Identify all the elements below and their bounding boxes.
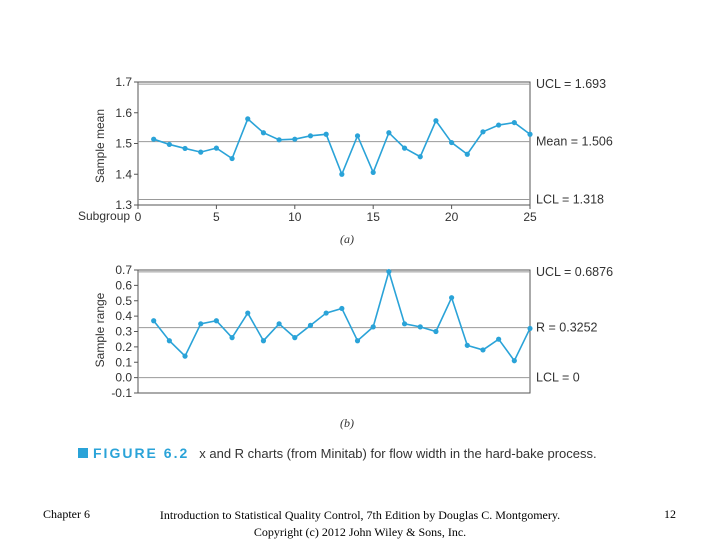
range-chart (93, 263, 613, 430)
range-data-point (167, 338, 172, 343)
xbar-xtick-label: 10 (288, 210, 302, 224)
xbar-data-point (182, 146, 187, 151)
xbar-chart (78, 75, 613, 246)
range-data-point (151, 318, 156, 323)
xbar-ylabel: Sample mean (93, 108, 107, 184)
range-data-point (198, 321, 203, 326)
range-data-point (214, 318, 219, 323)
xbar-data-point (449, 140, 454, 145)
xbar-data-point (496, 122, 501, 127)
range-panel-label: (b) (340, 416, 354, 430)
range-ylabel: Sample range (93, 292, 107, 368)
xbar-ytick-label: 1.3 (115, 198, 132, 212)
xbar-data-point (214, 146, 219, 151)
xbar-data-point (402, 146, 407, 151)
range-ytick-label: -0.1 (111, 386, 132, 400)
xbar-lcl-label: LCL = 1.318 (536, 192, 604, 207)
xbar-panel-label: (a) (340, 232, 354, 246)
range-data-point (465, 343, 470, 348)
range-data-point (527, 326, 532, 331)
footer-citation-line1: Introduction to Statistical Quality Control, 7th Edition by Douglas C. Montgomery. (159, 508, 561, 522)
figure-label: FIGURE 6.2 (93, 445, 190, 461)
range-data-point (512, 358, 517, 363)
xbar-ytick-label: 1.7 (115, 75, 132, 89)
xbar-data-point (465, 152, 470, 157)
range-ytick-label: 0.2 (115, 339, 132, 354)
range-data-point (480, 347, 485, 352)
xbar-xtick-label: 0 (134, 210, 142, 224)
xbar-xtick-label: 15 (366, 210, 380, 224)
range-ytick-label: 0.0 (115, 370, 132, 385)
range-data-point (433, 329, 438, 334)
xbar-ucl-label: UCL = 1.693 (536, 77, 607, 92)
range-data-point (182, 354, 187, 359)
xbar-data-point (198, 150, 203, 155)
xbar-ytick-label: 1.6 (115, 105, 132, 120)
figure-caption (78, 445, 598, 462)
xbar-ytick-label: 1.5 (115, 136, 132, 151)
xbar-data-point (324, 132, 329, 137)
caption-square-icon (78, 448, 88, 458)
xbar-xtick-label: 20 (444, 210, 459, 224)
xbar-data-point (261, 130, 266, 135)
xbar-data-point (512, 120, 517, 125)
footer-page-number: 12 (664, 507, 676, 521)
range-data-point (229, 335, 234, 340)
xbar-data-point (355, 133, 360, 138)
xbar-data-point (277, 137, 282, 142)
xbar-data-point (229, 156, 234, 161)
xbar-plot-frame (138, 82, 530, 205)
range-data-point (324, 310, 329, 315)
xbar-data-point (418, 154, 423, 159)
xbar-data-point (480, 129, 485, 134)
xbar-data-point (339, 172, 344, 177)
range-data-point (308, 323, 313, 328)
range-data-point (449, 295, 454, 300)
range-data-point (418, 324, 423, 329)
range-data-point (355, 338, 360, 343)
range-ytick-label: 0.5 (115, 293, 132, 308)
xbar-data-point (433, 118, 438, 123)
range-ytick-label: 0.6 (115, 278, 132, 293)
xbar-xtick-label: 25 (523, 210, 537, 224)
xbar-data-point (167, 142, 172, 147)
caption-text: x and R charts (from Minitab) for flow width in the hard-bake process. (199, 446, 597, 461)
xbar-data-point (245, 116, 250, 121)
xbar-data-point (292, 137, 297, 142)
xbar-ytick-label: 1.4 (115, 167, 132, 182)
xbar-center-label: Mean = 1.506 (536, 134, 613, 149)
range-center-label: R = 0.3252 (536, 320, 598, 335)
footer-citation (140, 507, 580, 541)
range-lcl-label: LCL = 0 (536, 370, 580, 385)
range-ytick-label: 0.3 (115, 324, 132, 339)
range-data-point (292, 335, 297, 340)
xbar-data-point (371, 170, 376, 175)
xbar-data-point (151, 137, 156, 142)
xbar-data-point (527, 132, 532, 137)
range-data-point (371, 324, 376, 329)
xbar-xlabel: Subgroup (78, 209, 131, 223)
range-series-line (154, 272, 530, 361)
xbar-data-point (386, 130, 391, 135)
range-ytick-label: 0.7 (115, 263, 132, 277)
range-data-point (277, 321, 282, 326)
range-data-point (261, 338, 266, 343)
range-data-point (402, 321, 407, 326)
footer-chapter: Chapter 6 (43, 507, 90, 521)
footer-citation-line2: Copyright (c) 2012 John Wiley & Sons, Inc. (253, 525, 467, 539)
range-ytick-label: 0.1 (115, 355, 132, 370)
xbar-series-line (154, 119, 530, 174)
range-ucl-label: UCL = 0.6876 (536, 264, 614, 279)
range-data-point (339, 306, 344, 311)
range-data-point (245, 310, 250, 315)
xbar-xtick-label: 5 (213, 210, 220, 224)
range-data-point (386, 269, 391, 274)
xbar-data-point (308, 133, 313, 138)
range-ytick-label: 0.4 (115, 309, 132, 324)
range-data-point (496, 337, 501, 342)
